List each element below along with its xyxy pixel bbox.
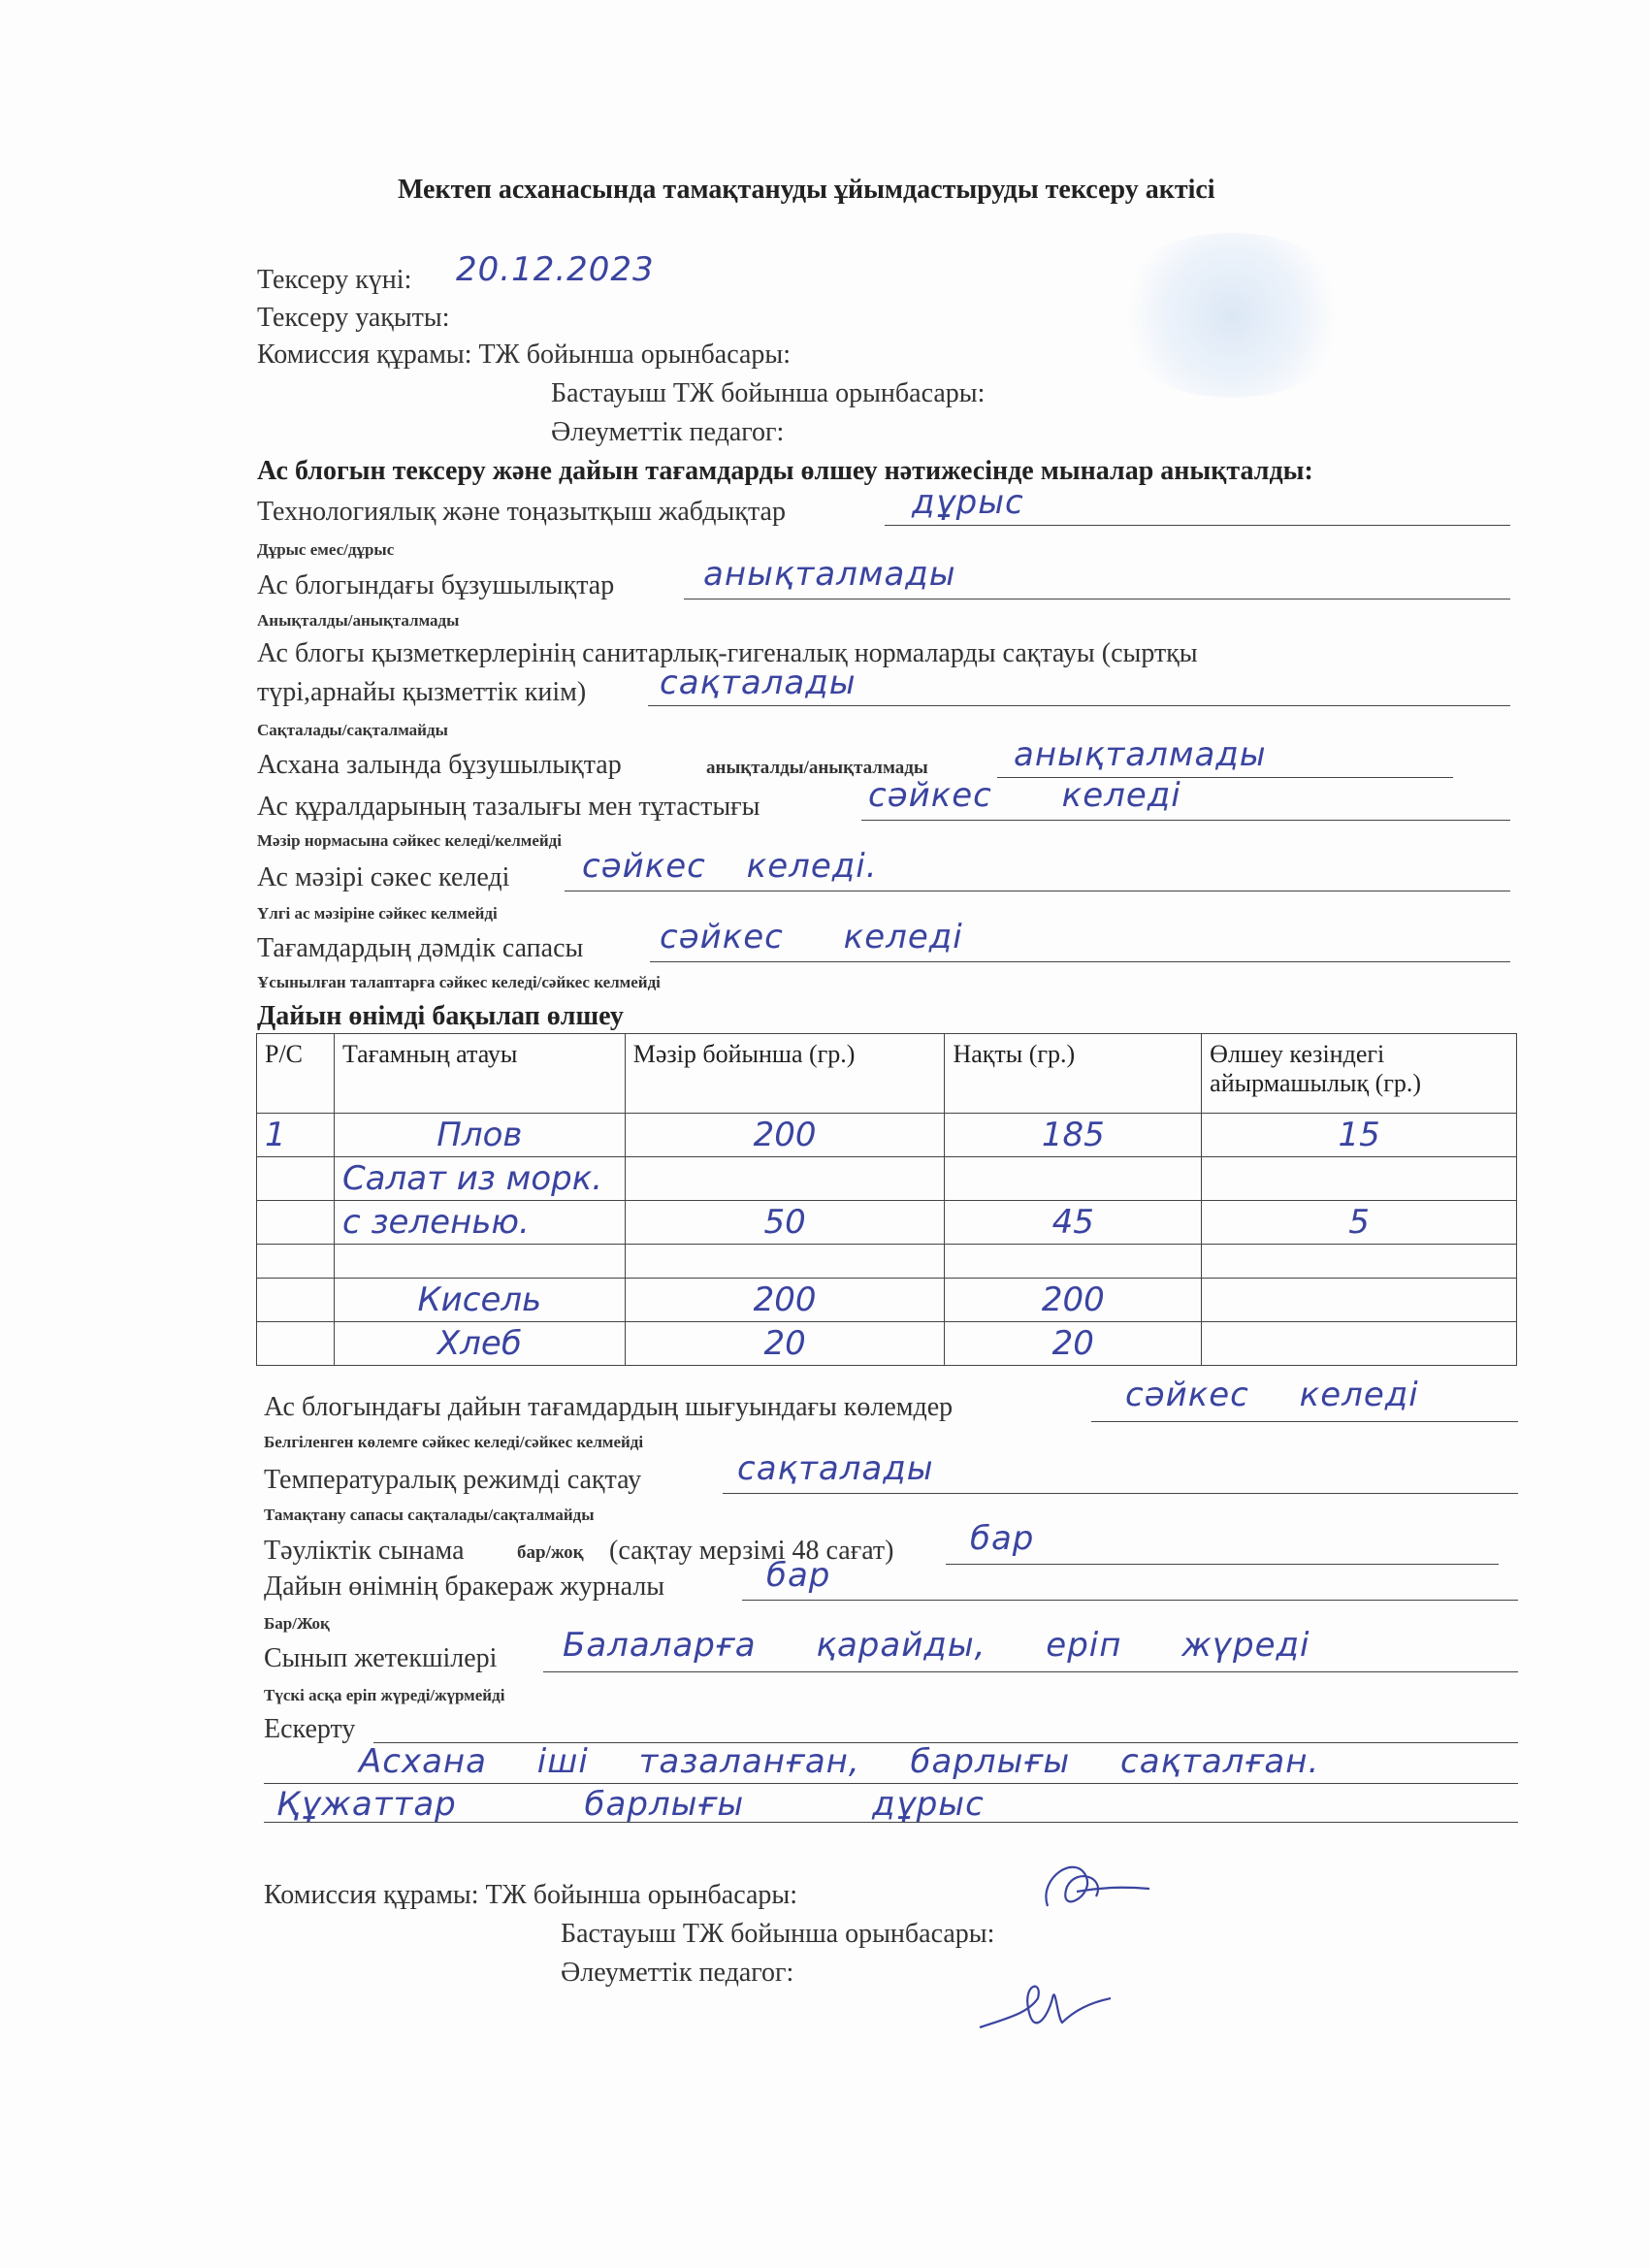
note-label: Ескерту [264, 1714, 356, 1744]
table-cell [945, 1245, 1202, 1279]
table-cell [257, 1322, 335, 1366]
table-cell: 20 [945, 1322, 1202, 1366]
field-label: Сынып жетекшілері [264, 1643, 498, 1673]
field-label-small: бар/жоқ [517, 1542, 584, 1563]
field-label: Ас мәзірі сәкес келеді [257, 862, 510, 892]
field-caption: Тамақтану сапасы сақталады/сақталмайды [264, 1506, 595, 1524]
table-cell [945, 1157, 1202, 1201]
section-heading: Ас блогын тексеру және дайын тағамдарды өлшеу нәтижесінде мыналар анықталды: [257, 456, 1313, 486]
field-caption: Сақталады/сақталмайды [257, 721, 448, 739]
table-row [257, 1157, 1517, 1201]
field-value: анықталмады [703, 555, 956, 594]
table-cell [257, 1157, 335, 1201]
table-cell [257, 1245, 335, 1279]
check-date-value: 20.12.2023 [456, 250, 655, 289]
commission-member-3: Әлеуметтік педагог: [551, 417, 785, 447]
field-value: сәйкес келеді [660, 918, 963, 956]
field-label: Дайын өнімнің бракераж журналы [264, 1571, 665, 1602]
field-label-small: анықталды/анықталмады [706, 758, 928, 778]
field-value: сәйкес келеді [868, 776, 1181, 815]
field-label: Ас блогындағы дайын тағамдардың шығуындағы көлемдер [264, 1392, 954, 1422]
check-time-label: Тексеру уақыты: [257, 303, 450, 333]
table-cell: Хлеб [334, 1322, 625, 1366]
measurement-table [256, 1033, 1517, 1366]
table-cell: 185 [945, 1114, 1202, 1157]
signature-label-3: Әлеуметтік педагог: [561, 1958, 794, 1988]
table-cell: 50 [625, 1201, 945, 1245]
table-cell [257, 1279, 335, 1322]
field-caption: Анықталды/анықталмады [257, 611, 460, 630]
field-value: сәйкес келеді [1125, 1376, 1419, 1414]
commission-label: Комиссия құрамы: ТЖ бойынша орынбасары: [257, 340, 791, 370]
table-row [257, 1245, 1517, 1279]
table-cell: 200 [945, 1279, 1202, 1322]
table-cell: Кисель [334, 1279, 625, 1322]
field-caption: Түскі асқа еріп жүреді/жүрмейді [264, 1686, 505, 1704]
table-cell [257, 1201, 335, 1245]
table-cell [625, 1157, 945, 1201]
table-cell [1202, 1157, 1517, 1201]
table-row [257, 1201, 1517, 1245]
field-label: Тәуліктік сынама [264, 1536, 465, 1566]
table-header: Тағамның атауы [334, 1034, 625, 1114]
table-cell [1202, 1245, 1517, 1279]
table-cell: 5 [1202, 1201, 1517, 1245]
field-label: Технологиялық және тоңазытқыш жабдықтар [257, 497, 786, 527]
signature-1-icon [1018, 1848, 1154, 1926]
field-value: бар [766, 1556, 831, 1595]
check-date-label: Тексеру күні: [257, 265, 412, 295]
field-caption: Бар/Жоқ [264, 1614, 330, 1633]
field-label: Тағамдардың дәмдік сапасы [257, 933, 584, 963]
table-row [257, 1279, 1517, 1322]
field-caption: Үлгі ас мәзіріне сәйкес келмейді [257, 904, 498, 923]
field-caption: Дұрыс емес/дұрыс [257, 540, 395, 559]
table-title: Дайын өнімді бақылап өлшеу [257, 1001, 624, 1031]
table-cell: 15 [1202, 1114, 1517, 1157]
table-header: Өлшеу кезіндегі айырмашылық (гр.) [1202, 1034, 1517, 1114]
field-label: Асхана залында бұзушылықтар [257, 750, 622, 780]
document-title: Мектеп асханасында тамақтануды ұйымдастыруды тексеру актісі [398, 175, 1215, 205]
signature-2-icon [970, 1960, 1116, 2047]
table-cell [1202, 1279, 1517, 1322]
field-caption: Белгіленген көлемге сәйкес келеді/сәйкес келмейді [264, 1433, 644, 1451]
note-line-2: Құжаттар барлығы дұрыс [276, 1785, 985, 1824]
field-label: Ас құралдарының тазалығы мен тұтастығы [257, 792, 760, 822]
field-value: сақталады [660, 664, 857, 702]
note-line-1: Асхана іші тазаланған, барлығы сақталған. [359, 1742, 1320, 1781]
field-value: дұрыс [912, 483, 1024, 522]
field-label-cont: түрі,арнайы қызметтік киім) [257, 677, 587, 707]
field-label-tail: (сақтау мерзімі 48 сағат) [609, 1536, 894, 1566]
field-value: Балаларға қарайды, еріп жүреді [563, 1626, 1310, 1665]
field-value: сәйкес келеді. [582, 847, 878, 886]
signature-label-2: Бастауыш ТЖ бойынша орынбасары: [561, 1919, 995, 1949]
table-row [257, 1322, 1517, 1366]
field-value: бар [970, 1519, 1035, 1558]
signature-label-1: Комиссия құрамы: ТЖ бойынша орынбасары: [264, 1880, 797, 1910]
field-caption: Ұсынылған талаптарға сәйкес келеді/сәйкес келмейді [257, 973, 661, 991]
table-header: Р/С [257, 1034, 335, 1114]
table-header: Нақты (гр.) [945, 1034, 1202, 1114]
table-cell: с зеленью. [334, 1201, 625, 1245]
table-cell: 200 [625, 1114, 945, 1157]
field-value: анықталмады [1014, 735, 1267, 774]
faint-stamp [1106, 233, 1358, 398]
table-header: Мәзір бойынша (гр.) [625, 1034, 945, 1114]
table-cell: Салат из морк. [334, 1157, 625, 1201]
field-value: сақталады [737, 1449, 934, 1488]
commission-member-2: Бастауыш ТЖ бойынша орынбасары: [551, 378, 986, 408]
table-cell: Плов [334, 1114, 625, 1157]
table-cell [625, 1245, 945, 1279]
table-row [257, 1114, 1517, 1157]
field-label: Ас блогындағы бұзушылықтар [257, 570, 615, 600]
table-cell: 1 [257, 1114, 335, 1157]
field-caption: Мәзір нормасына сәйкес келеді/келмейді [257, 831, 562, 850]
field-label: Температуралық режимді сақтау [264, 1465, 642, 1495]
field-label: Ас блогы қызметкерлерінің санитарлық-гигеналық нормаларды сақтауы (сыртқы [257, 638, 1198, 668]
table-cell [334, 1245, 625, 1279]
table-cell: 45 [945, 1201, 1202, 1245]
table-cell: 200 [625, 1279, 945, 1322]
table-cell [1202, 1322, 1517, 1366]
table-cell: 20 [625, 1322, 945, 1366]
